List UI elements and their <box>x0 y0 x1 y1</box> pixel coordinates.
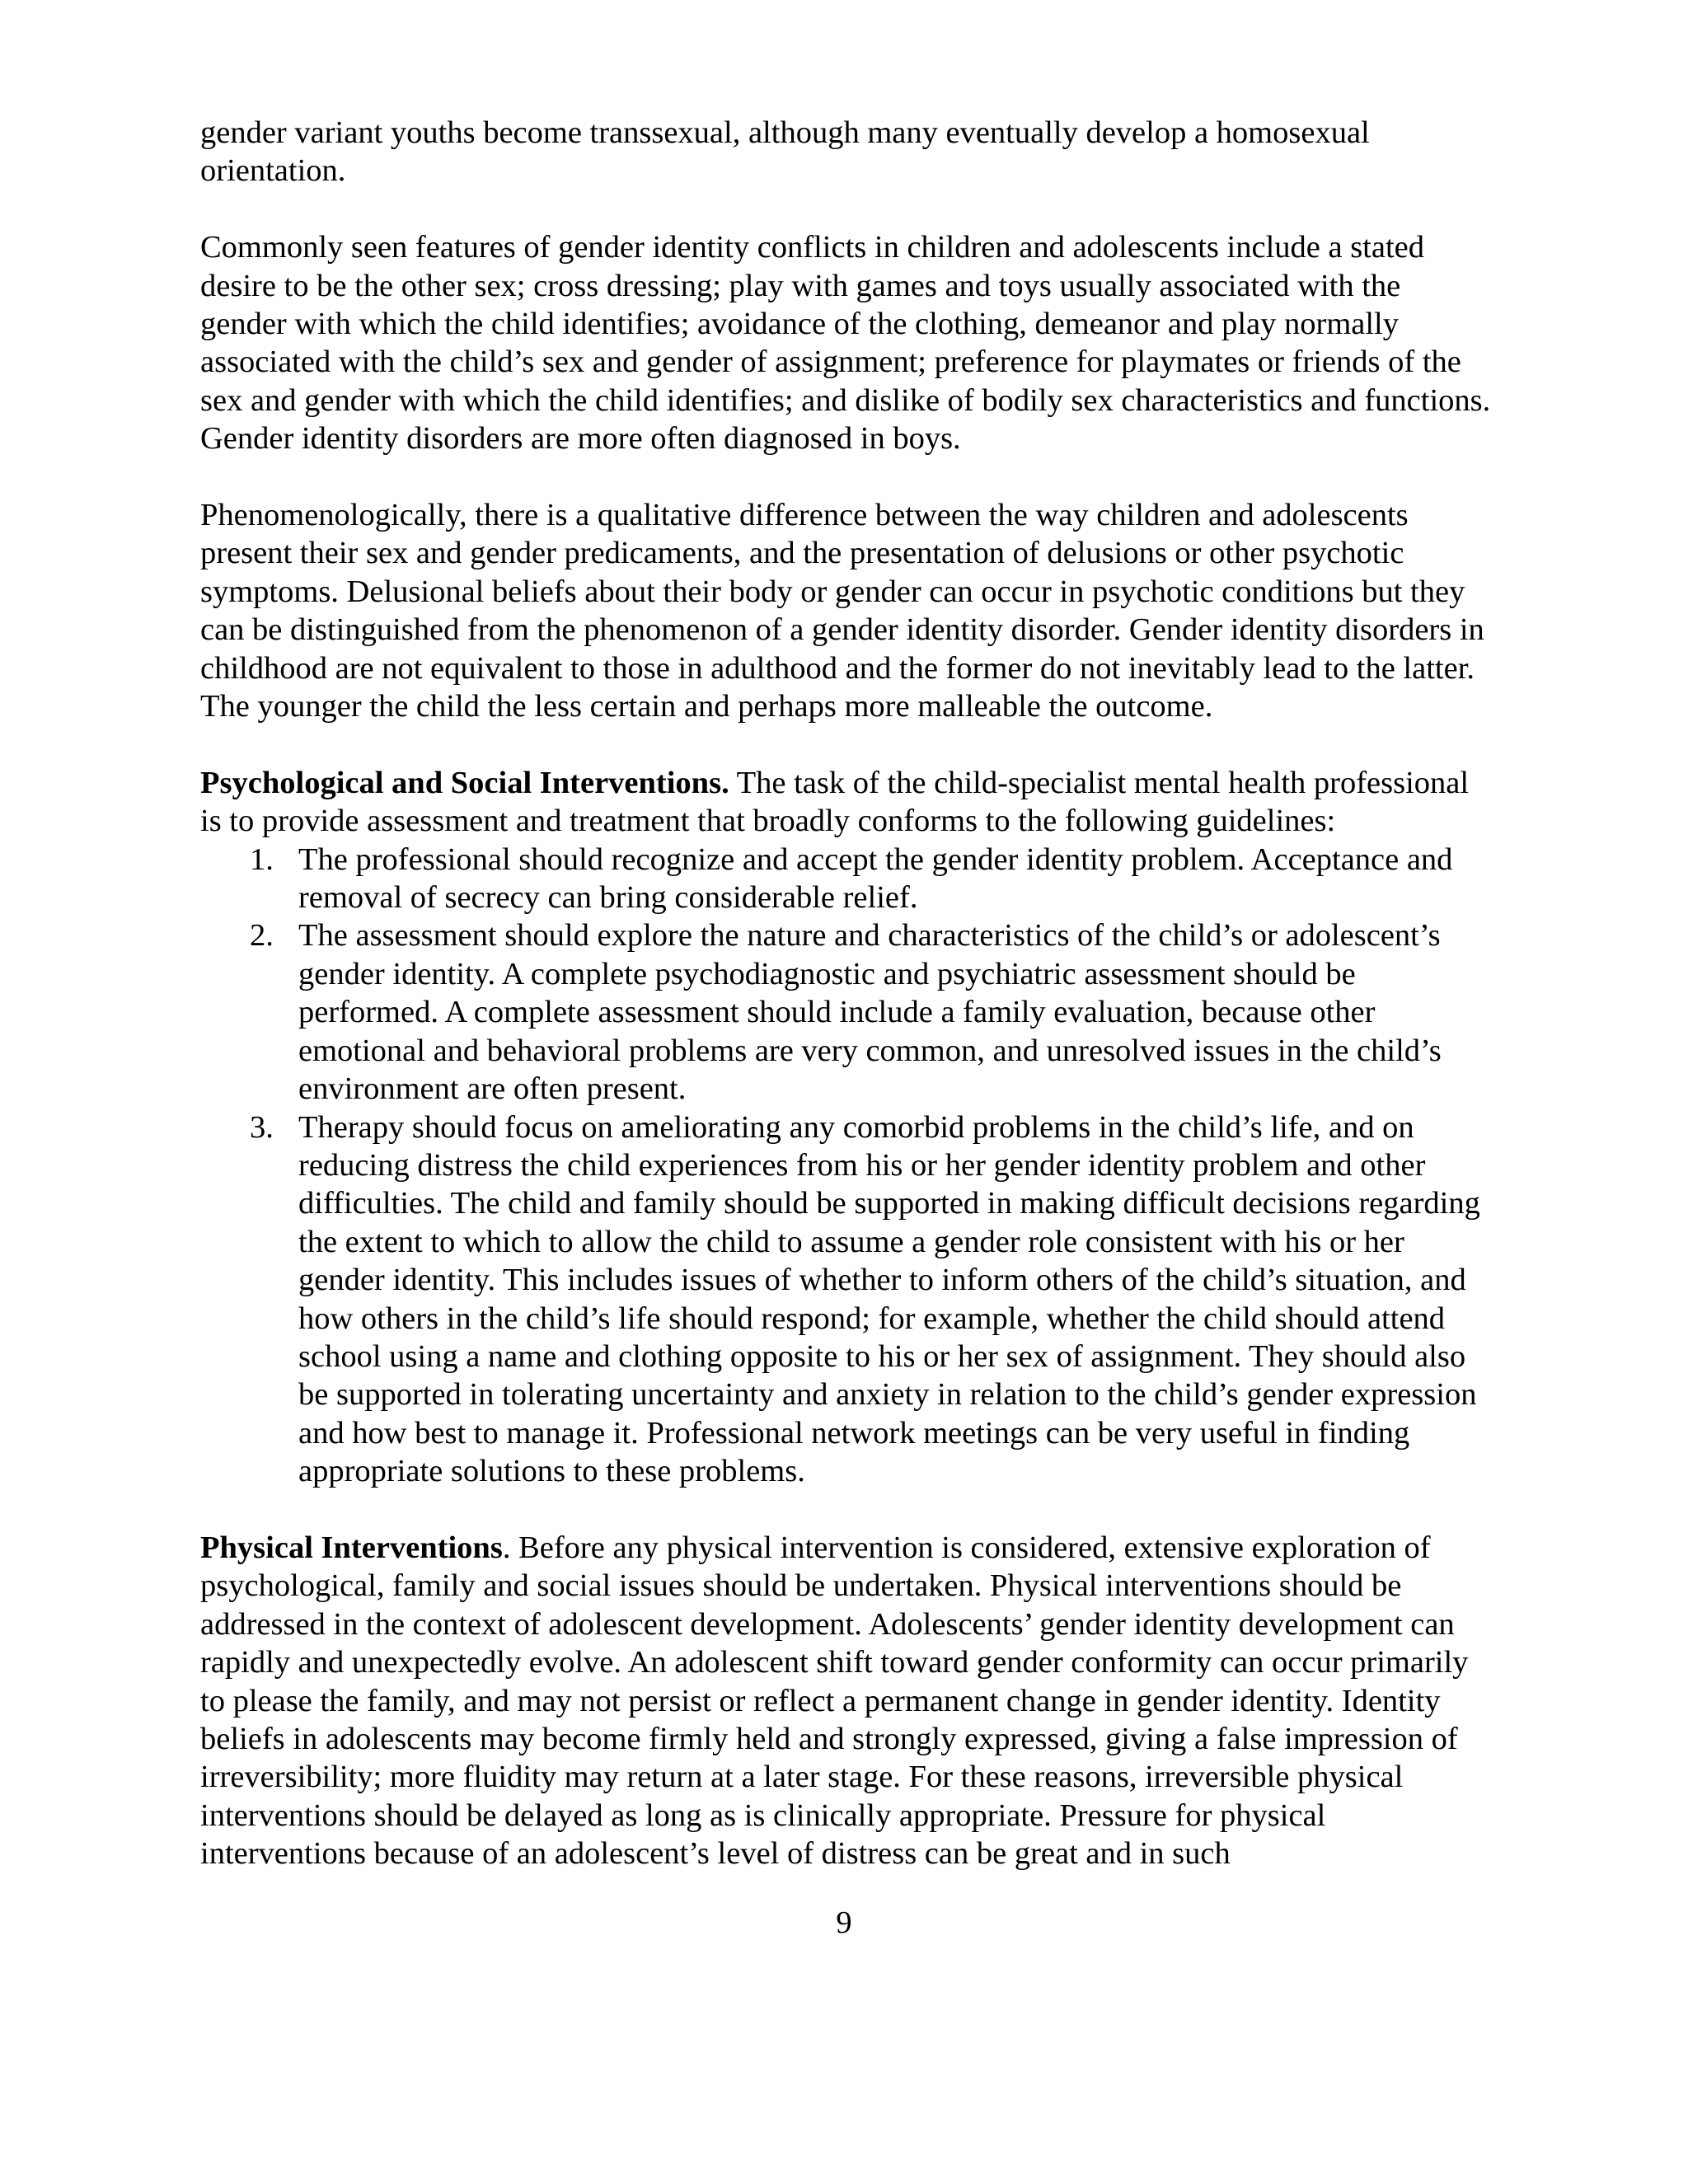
list-item-text: The professional should recognize and accept the gender identity problem. Acceptance and removal of secrecy can bring considerable relief. <box>298 841 1453 916</box>
paragraph-text: . Before any physical intervention is considered, extensive exploration of psychological, family and social issues should be undertaken. Physical interventions should be addressed in the context of adolescent development. Adolescents’ gender identity development can rapidly and unexpectedly evolve. An adolescent shift toward gender conformity can occur primarily to please the family, and may not persist or reflect a permanent change in gender identity. Identity beliefs in adolescents may become firmly held and strongly expressed, giving a false impression of irreversibility; more fluidity may return at a later stage. For these reasons, irreversible physical interventions should be delayed as long as is clinically appropriate. Pressure for physical interventions because of an adolescent’s level of distress can be great and in such <box>200 1530 1469 1872</box>
paragraph-text: gender variant youths become transsexual, although many eventually develop a homosexual orientation. <box>200 115 1370 189</box>
document-page <box>200 114 1494 1873</box>
list-item-text: Therapy should focus on ameliorating any comorbid problems in the child’s life, and on reducing distress the child experiences from his or her gender identity problem and other difficulties. The child and family should be supported in making difficult decisions regarding the extent to which to allow the child to assume a gender role consistent with his or her gender identity. This includes issues of whether to inform others of the child’s situation, and how others in the child’s life should respond; for example, whether the child should attend school using a name and clothing opposite to his or her sex of assignment. They should also be supported in tolerating uncertainty and anxiety in relation to the child’s gender expression and how best to manage it. Professional network meetings can be very useful in finding appropriate solutions to these problems. <box>298 1109 1480 1489</box>
list-item <box>200 841 1494 917</box>
list-item <box>200 916 1494 1108</box>
paragraph-text: Phenomenologically, there is a qualitative difference between the way children and adolescents present their sex and gender predicaments, and the presentation of delusions or other psychotic symptoms. Delusional beliefs about their body or gender can occur in psychotic conditions but they can be distinguished from the phenomenon of a gender identity disorder. Gender identity disorders in childhood are not equivalent to those in adulthood and the former do not inevitably lead to the latter. The younger the child the less certain and perhaps more malleable the outcome. <box>200 498 1484 724</box>
guidelines-list <box>200 841 1494 1491</box>
paragraph-text: The task of the child-specialist mental health professional is to provide assessment and treatment that broadly conforms to the following guidelines: <box>200 765 1470 839</box>
paragraph-common-features <box>200 228 1494 457</box>
paragraph-physical-interventions <box>200 1529 1494 1873</box>
section-heading-physical: Physical Interventions <box>200 1530 503 1565</box>
paragraph-psychological-interventions <box>200 764 1494 841</box>
paragraph-orientation <box>200 114 1494 190</box>
list-item <box>200 1108 1494 1491</box>
page-number: 9 <box>836 1905 852 1940</box>
list-item-text: The assessment should explore the nature and characteristics of the child’s or adolescent’s gender identity. A complete psychodiagnostic and psychiatric assessment should be performed. A complete assessment should include a family evaluation, because other emotional and behavioral problems are very common, and unresolved issues in the child’s environment are often present. <box>298 918 1442 1107</box>
list-item-number: 3. <box>250 1109 274 1145</box>
paragraph-phenomenology <box>200 496 1494 725</box>
list-item-number: 2. <box>250 918 274 954</box>
section-heading-psychological: Psychological and Social Interventions. <box>200 765 729 800</box>
paragraph-text: Commonly seen features of gender identity conflicts in children and adolescents include a stated desire to be the other sex; cross dressing; play with games and toys usually associated with the gender with which the child identifies; avoidance of the clothing, demeanor and play normally associated with the child’s sex and gender of assignment; preference for playmates or friends of the sex and gender with which the child identifies; and dislike of bodily sex characteristics and functions. Gender identity disorders are more often diagnosed in boys. <box>200 230 1491 457</box>
list-item-number: 1. <box>250 841 274 877</box>
